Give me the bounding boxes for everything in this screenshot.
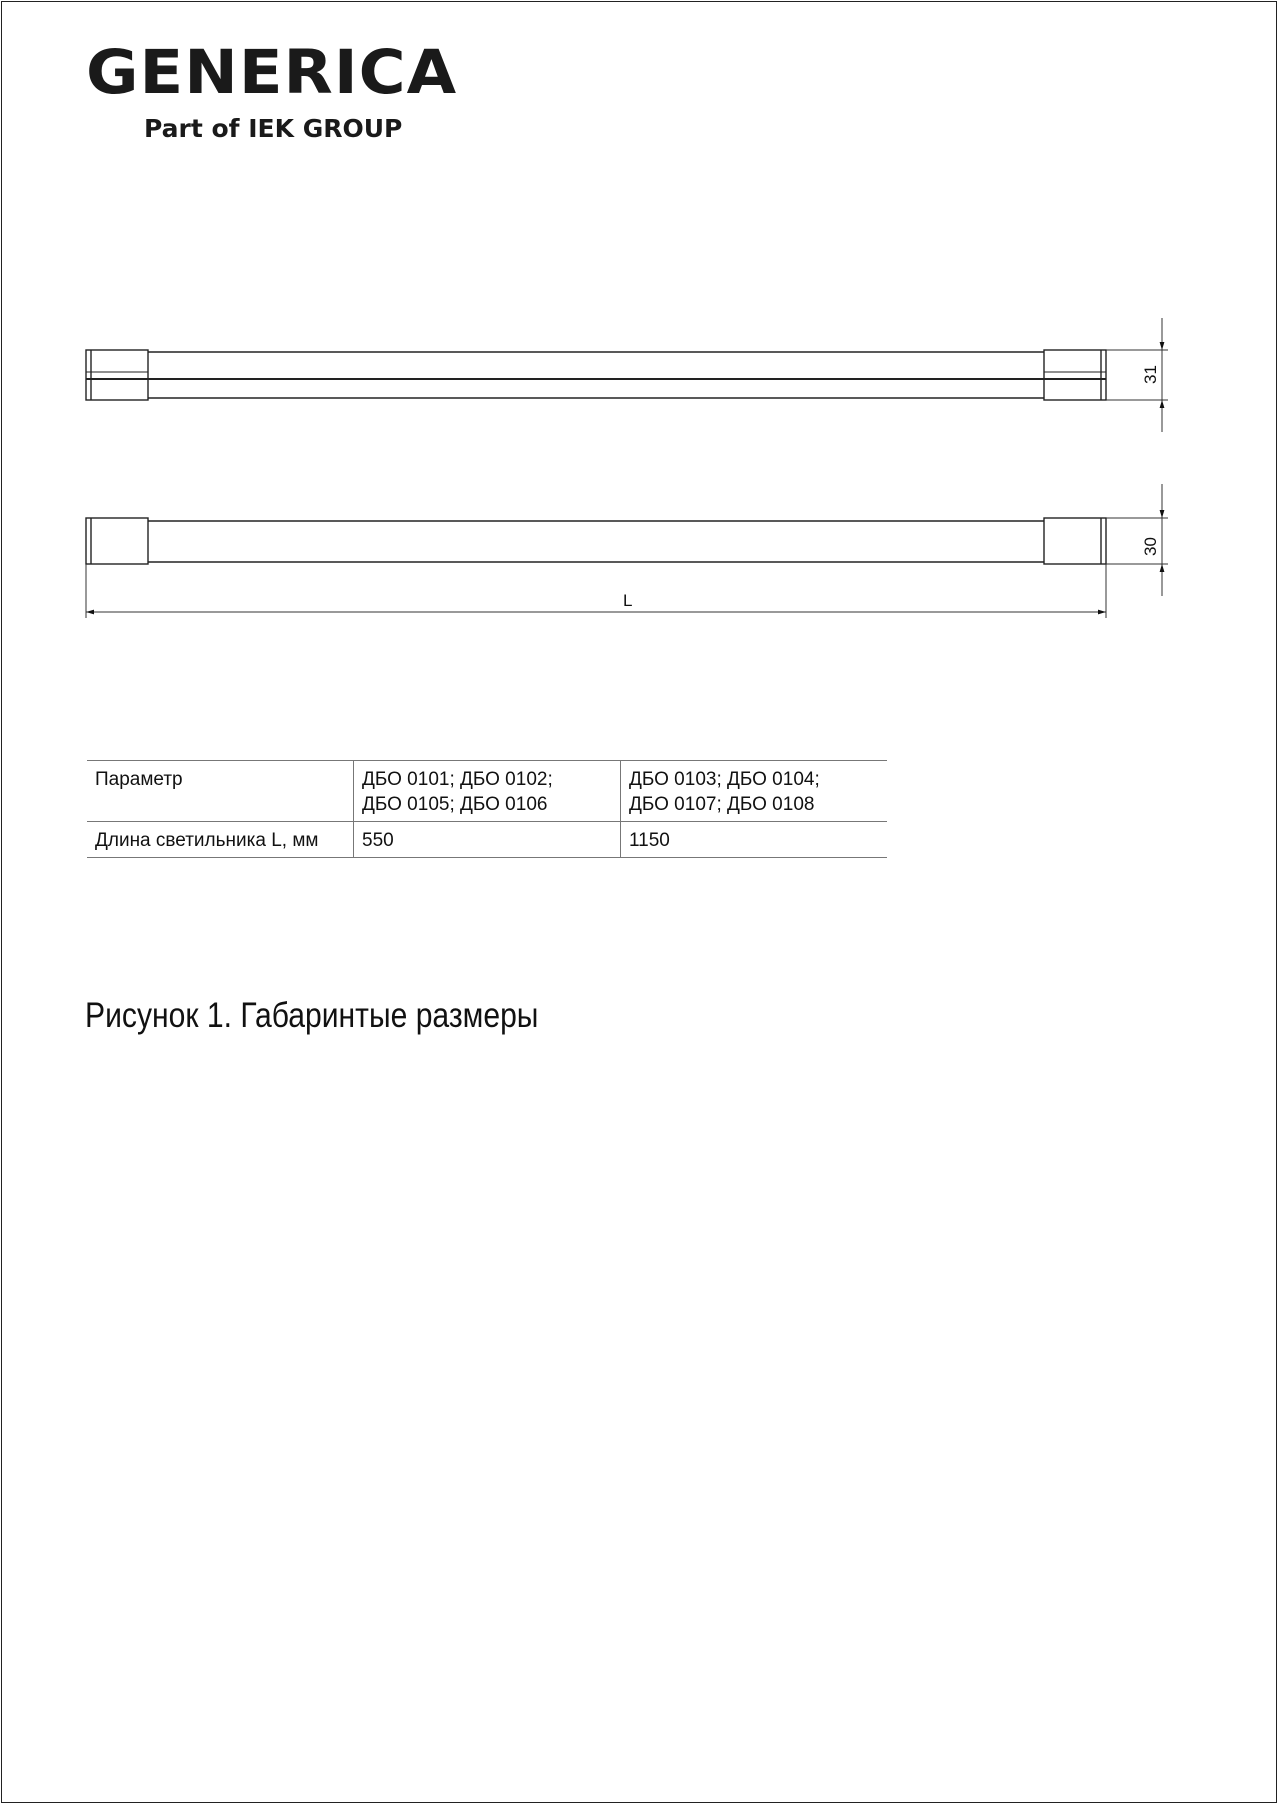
row-value-2: 1150 — [629, 830, 670, 851]
logo-tagline: Part of IEK GROUP — [144, 114, 403, 143]
row-value-1: 550 — [362, 830, 394, 851]
row-param: Длина светильника L, мм — [95, 830, 319, 851]
logo-wordmark: GENERICA — [86, 38, 458, 109]
table-cell — [354, 822, 621, 858]
table-row — [87, 822, 887, 858]
table-cell — [354, 761, 621, 822]
table-cell — [621, 761, 888, 822]
header-group1-line1: ДБО 0101; ДБО 0102; — [362, 769, 553, 790]
dim-height-side-label: 30 — [1141, 537, 1160, 556]
header-group2-line2: ДБО 0107; ДБО 0108 — [629, 794, 815, 815]
parameters-table — [87, 760, 887, 858]
header-group1-line2: ДБО 0105; ДБО 0106 — [362, 794, 548, 815]
table-cell — [621, 822, 888, 858]
figure-caption: Рисунок 1. Габаринтые размеры — [85, 996, 539, 1035]
header-param: Параметр — [95, 769, 183, 790]
table-cell — [87, 822, 354, 858]
dim-length — [86, 564, 1106, 618]
table-header-row — [87, 761, 887, 822]
luminaire-top-view — [86, 350, 1106, 400]
luminaire-side-view — [86, 518, 1106, 564]
table-cell — [87, 761, 354, 822]
dim-length-label: L — [623, 591, 633, 610]
header-group2-line1: ДБО 0103; ДБО 0104; — [629, 769, 820, 790]
dim-height-top-label: 31 — [1141, 365, 1160, 384]
dimension-drawing — [0, 0, 1280, 700]
